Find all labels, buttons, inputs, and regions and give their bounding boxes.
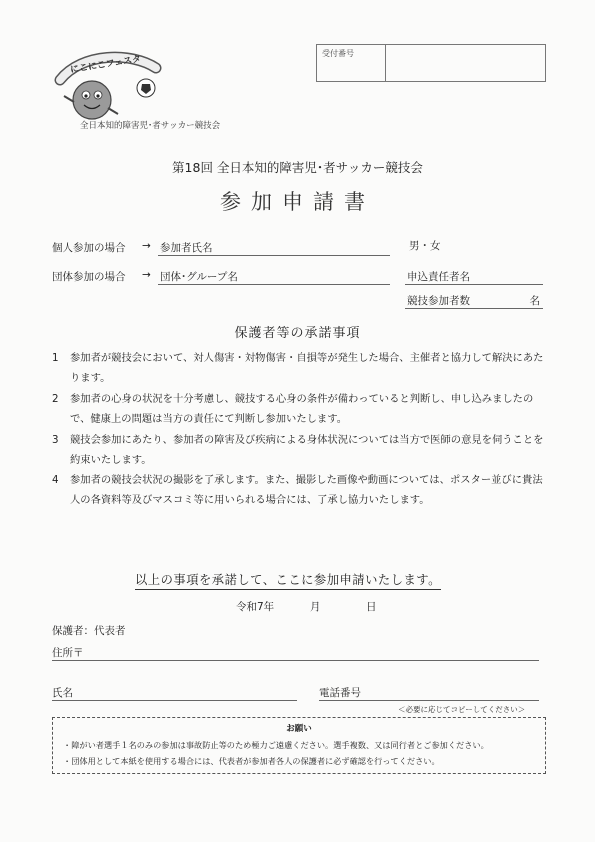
date-era: 令和7年	[236, 601, 275, 613]
responsible-name-label: 申込責任者名	[407, 271, 470, 283]
phone-field[interactable]	[319, 685, 539, 701]
logo-caption: 全日本知的障害児･者サッカー競技会	[80, 121, 221, 131]
participant-count-field[interactable]	[405, 291, 543, 309]
arrow-icon: →	[142, 269, 151, 281]
arrow-icon: →	[142, 240, 151, 252]
date-day[interactable]: 日	[366, 601, 377, 613]
address-label: 住所〒	[52, 647, 84, 659]
consent-item: 2 参加者の心身の状況を十分考慮し、競技する心身の条件が備わっていると判断し、申し込みましたので、健康上の問題は当方の責任にて判断し参加いたします。	[52, 393, 534, 425]
notice-line: ・団体用として本紙を使用する場合には、代表者が参加者各人の保護者に必ず確認を行ってください。	[63, 756, 440, 766]
group-name-field[interactable]	[158, 267, 390, 285]
notice-box	[52, 717, 546, 774]
consent-item: 4 参加者の競技会状況の撮影を了承します。また、撮影した画像や動画については、ポスター並びに貴法人の各資料等及びマスコミ等に用いられる場合には、了承し協力いたします。	[52, 474, 543, 506]
phone-label: 電話番号	[319, 687, 361, 699]
event-logo	[52, 50, 162, 125]
name-label: 氏名	[52, 687, 73, 699]
declaration-text: 以上の事項を承諾して、ここに参加申請いたします。	[135, 570, 441, 590]
group-label: 団体参加の場合	[52, 271, 126, 283]
receipt-number-label: 受付番号	[322, 49, 354, 58]
consent-item: 3 競技会参加にあたり、参加者の障害及び疾病による身体状況については当方で医師の意見を伺うことを約束いたします。	[52, 434, 544, 466]
receipt-number-box	[316, 44, 546, 82]
logo-badge-text: にこにこフェスタ	[69, 54, 142, 76]
copy-note: ＜必要に応じてコピーしてください＞	[398, 705, 526, 714]
participant-name-label: 参加者氏名	[160, 242, 213, 254]
consent-item: 1 参加者が競技会において、対人傷害・対物傷害・自損等が発生した場合、主催者と協力して解決にあたります。	[52, 352, 544, 384]
participant-count-label: 競技参加者数	[407, 295, 470, 307]
consent-title: 保護者等の承諾事項	[234, 326, 361, 341]
group-name-label: 団体･グループ名	[160, 271, 238, 283]
notice-line: ・障がい者選手１名のみの参加は事故防止等のため極力ご遠慮ください。選手複数、又は同行者とご参加ください。	[63, 740, 489, 750]
form-title: 参加申請書	[220, 190, 375, 214]
responsible-name-field[interactable]	[405, 267, 543, 285]
notice-title: お願い	[286, 724, 312, 734]
address-field[interactable]	[52, 644, 539, 661]
date-month[interactable]: 月	[310, 601, 321, 613]
name-field[interactable]	[52, 685, 297, 701]
individual-label: 個人参加の場合	[52, 242, 126, 254]
guardian-label: 保護者：代表者	[52, 625, 126, 637]
form-subtitle: 第18回 全日本知的障害児･者サッカー競技会	[172, 160, 423, 175]
participant-count-unit: 名	[529, 295, 540, 307]
gender-choice[interactable]: 男・女	[409, 240, 441, 252]
participant-name-field[interactable]	[158, 238, 390, 256]
